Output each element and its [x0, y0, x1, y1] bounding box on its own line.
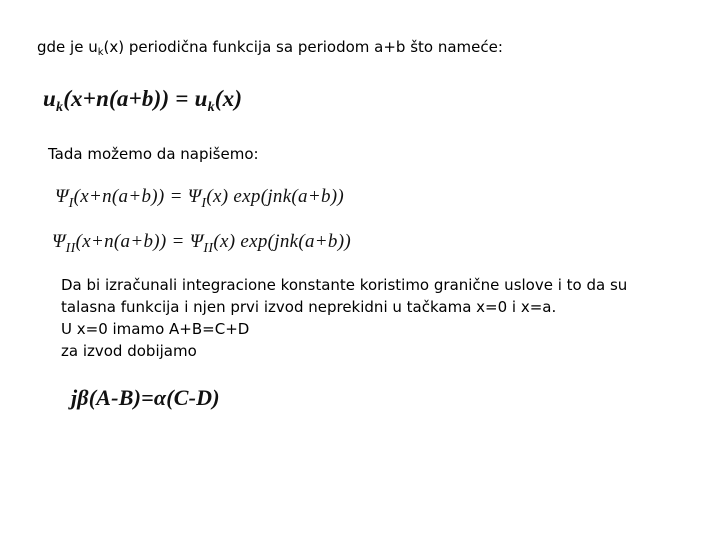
- periodicity-rhs-subscript: k: [207, 100, 215, 115]
- psi-one-rhs-base: Ψ: [187, 186, 202, 207]
- paragraph-line-4: za izvod dobijamo: [61, 342, 197, 360]
- psi-one-subscript: I: [68, 196, 74, 211]
- paragraph-line-2: talasna funkcija i njen prvi izvod neprekidni u tačkama x=0 i x=a.: [61, 298, 557, 316]
- psi-two-subscript: II: [65, 241, 76, 256]
- periodicity-lhs-rest: (x+n(a+b)) =: [63, 86, 195, 111]
- psi-two-rhs-subscript: II: [203, 241, 214, 256]
- psi-one-rhs-rest: (x) exp(jnk(a+b)): [206, 186, 345, 207]
- psi-one-middle: (x+n(a+b)) =: [73, 186, 188, 207]
- periodicity-equation: [43, 86, 243, 115]
- periodicity-rhs-base: u: [194, 86, 208, 111]
- intro-line: [37, 36, 503, 58]
- paragraph-line-1: Da bi izračunali integracione konstante koristimo granične uslove i to da su: [61, 276, 628, 294]
- paragraph-line-3: U x=0 imamo A+B=C+D: [61, 320, 250, 338]
- tada-line: Tada možemo da napišemo:: [48, 145, 259, 163]
- periodicity-rhs-rest: (x): [214, 86, 243, 111]
- psi-two-middle: (x+n(a+b)) =: [75, 231, 190, 252]
- psi-two-equation: [52, 231, 351, 256]
- psi-two-rhs-base: Ψ: [189, 231, 204, 252]
- intro-prefix: gde je u: [37, 38, 98, 56]
- boundary-conditions-paragraph: [61, 274, 627, 362]
- psi-one-rhs-subscript: I: [201, 196, 207, 211]
- periodicity-lhs-base: u: [43, 86, 56, 111]
- intro-subscript: k: [97, 47, 104, 58]
- derivative-equation: jβ(A-B)=α(C-D): [71, 385, 220, 410]
- psi-one-equation: [55, 186, 345, 211]
- periodicity-lhs-subscript: k: [56, 100, 64, 115]
- psi-one-base: Ψ: [55, 186, 69, 207]
- psi-two-base: Ψ: [52, 231, 66, 252]
- psi-two-rhs-rest: (x) exp(jnk(a+b)): [213, 231, 351, 252]
- intro-suffix: (x) periodična funkcija sa periodom a+b što nameće:: [103, 38, 503, 56]
